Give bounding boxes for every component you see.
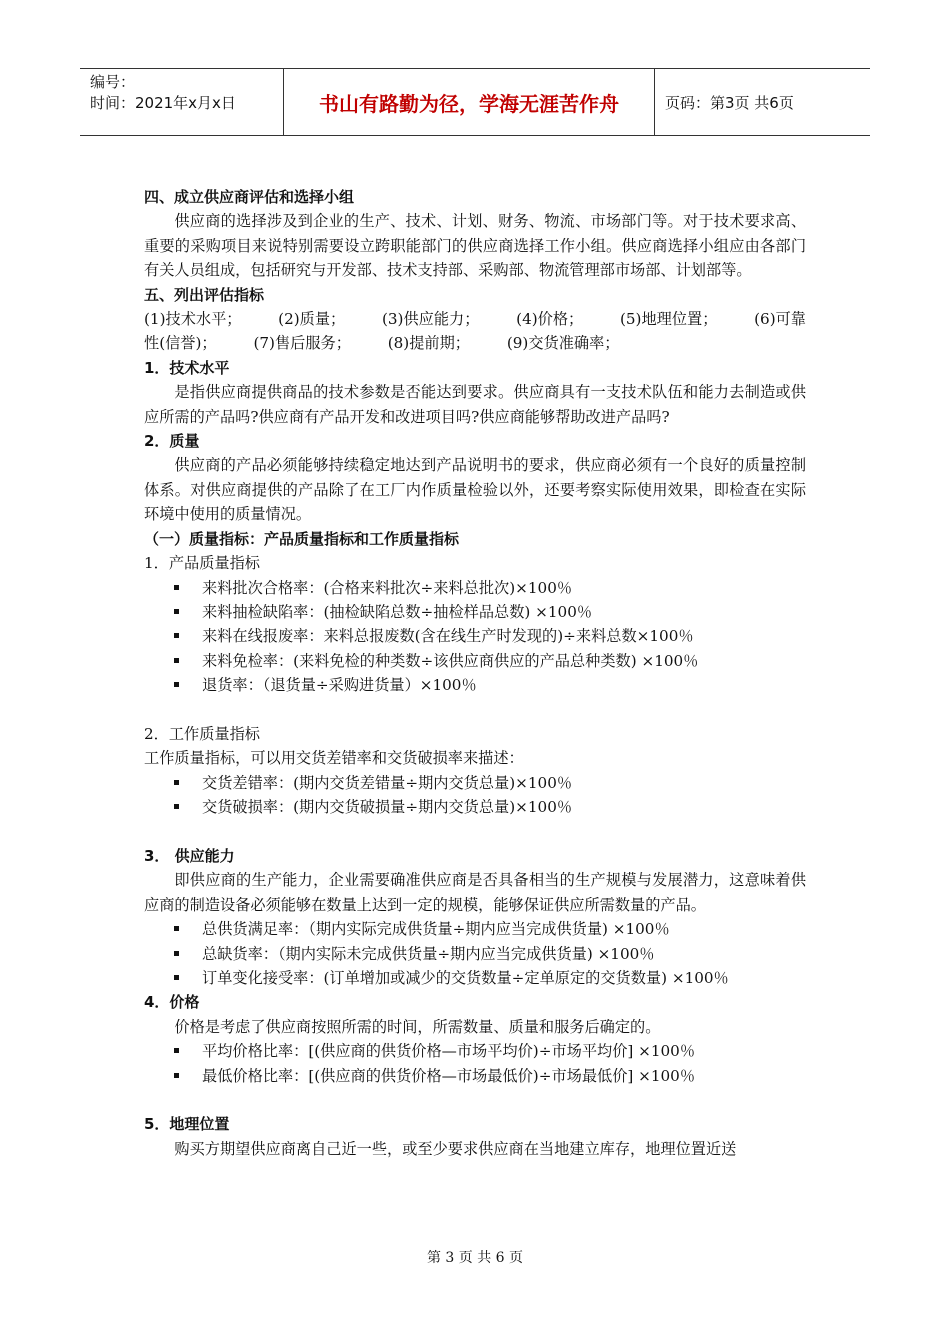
work-quality-title: 2．工作质量指标 <box>144 724 260 743</box>
bullet-icon <box>174 585 179 590</box>
criteria-item: (2)质量； <box>278 310 346 329</box>
bullet-icon <box>174 682 179 687</box>
doc-number-label: 编号： <box>90 73 136 91</box>
supply-capacity-title: 3． 供应能力 <box>144 846 235 865</box>
page-header <box>80 68 870 136</box>
list-item: 退货率：（退货量÷采购进货量）×100％ <box>144 673 806 697</box>
criteria-row-2 <box>144 331 806 355</box>
quality-title: 2．质量 <box>144 432 200 451</box>
product-quality-title: 1．产品质量指标 <box>144 554 260 573</box>
list-item: 交货破损率：(期内交货破损量÷期内交货总量)×100％ <box>144 795 806 819</box>
criteria-item: (1)技术水平； <box>144 310 242 329</box>
bullet-icon <box>174 658 179 663</box>
criteria-item: (7)售后服务； <box>253 334 351 353</box>
location-paragraph: 购买方期望供应商离自己近一些，或至少要求供应商在当地建立库存，地理位置近送 <box>174 1139 737 1158</box>
section-5-title: 五、列出评估指标 <box>144 285 265 304</box>
bullet-icon <box>174 975 179 980</box>
criteria-item: (9)交货准确率； <box>506 334 620 353</box>
list-item: 最低价格比率：[(供应商的供货价格—市场最低价)÷市场最低价] ×100％ <box>144 1064 806 1088</box>
price-title: 4．价格 <box>144 993 200 1012</box>
bullet-icon <box>174 926 179 931</box>
header-motto: 书山有路勤为径，学海无涯苦作舟 <box>283 69 655 135</box>
list-item: 总供货满足率：（期内实际完成供货量÷期内应当完成供货量) ×100％ <box>144 917 806 941</box>
supply-capacity-paragraph: 即供应商的生产能力，企业需要确准供应商是否具备相当的生产规模与发展潜力，这意味着供应商的制造设备必须能够在数量上达到一定的规模，能够保证供应所需数量的产品。 <box>144 871 806 914</box>
header-page-label: 页码：第3页 共6页 <box>665 93 794 112</box>
bullet-icon <box>174 609 179 614</box>
criteria-item: (5)地理位置； <box>619 310 718 329</box>
page-footer: 第 3 页 共 6 页 <box>426 1250 524 1266</box>
list-item: 总缺货率：（期内实际未完成供货量÷期内应当完成供货量) ×100％ <box>144 942 806 966</box>
criteria-item: (6)可靠 <box>754 310 806 329</box>
list-item: 来料免检率：(来料免检的种类数÷该供应商供应的产品总种类数) ×100％ <box>144 649 806 673</box>
criteria-item: (8)提前期； <box>387 334 470 353</box>
price-paragraph: 价格是考虑了供应商按照所需的时间，所需数量、质量和服务后确定的。 <box>174 1017 661 1036</box>
tech-level-title: 1．技术水平 <box>144 358 230 377</box>
list-item: 来料抽检缺陷率：(抽检缺陷总数÷抽检样品总数) ×100％ <box>144 600 806 624</box>
list-item: 交货差错率：(期内交货差错量÷期内交货总量)×100％ <box>144 771 806 795</box>
bullet-icon <box>174 780 179 785</box>
criteria-row-1 <box>144 307 806 331</box>
bullet-icon <box>174 633 179 638</box>
bullet-icon <box>174 1048 179 1053</box>
criteria-item: (4)价格； <box>516 310 584 329</box>
header-meta <box>80 69 283 135</box>
location-title: 5．地理位置 <box>144 1115 230 1134</box>
doc-time-label: 时间：2021年x月x日 <box>90 94 236 112</box>
tech-level-paragraph: 是指供应商提供商品的技术参数是否能达到要求。供应商具有一支技术队伍和能力去制造或供应所需的产品吗?供应商有产品开发和改进项目吗?供应商能够帮助改进产品吗? <box>144 383 806 426</box>
work-quality-intro: 工作质量指标，可以用交货差错率和交货破损率来描述： <box>144 749 524 768</box>
criteria-item: 性(信誉)； <box>144 334 217 353</box>
list-item: 来料批次合格率：(合格来料批次÷来料总批次)×100％ <box>144 576 806 600</box>
list-item: 平均价格比率：[(供应商的供货价格—市场平均价)÷市场平均价] ×100％ <box>144 1039 806 1063</box>
criteria-item: (3)供应能力； <box>381 310 480 329</box>
bullet-icon <box>174 1073 179 1078</box>
section-4-paragraph: 供应商的选择涉及到企业的生产、技术、计划、财务、物流、市场部门等。对于技术要求高、重要的采购项目来说特别需要设立跨职能部门的供应商选择工作小组。供应商选择小组应由各部门有关人员组成，包括研究与开发部、技术支持部、采购部、物流管理部市场部、计划部等。 <box>144 212 806 280</box>
quality-indicators-title: （一）质量指标：产品质量指标和工作质量指标 <box>144 529 460 548</box>
quality-paragraph: 供应商的产品必须能够持续稳定地达到产品说明书的要求，供应商必须有一个良好的质量控制体系。对供应商提供的产品除了在工厂内作质量检验以外，还要考察实际使用效果，即检查在实际环境中使用的质量情况。 <box>144 456 806 524</box>
bullet-icon <box>174 951 179 956</box>
list-item: 订单变化接受率：(订单增加或减少的交货数量÷定单原定的交货数量) ×100％ <box>144 966 806 990</box>
section-4-title: 四、成立供应商评估和选择小组 <box>144 188 355 206</box>
document-body <box>144 185 806 1161</box>
bullet-icon <box>174 804 179 809</box>
list-item: 来料在线报废率：来料总报废数(含在线生产时发现的)÷来料总数×100％ <box>144 624 806 648</box>
